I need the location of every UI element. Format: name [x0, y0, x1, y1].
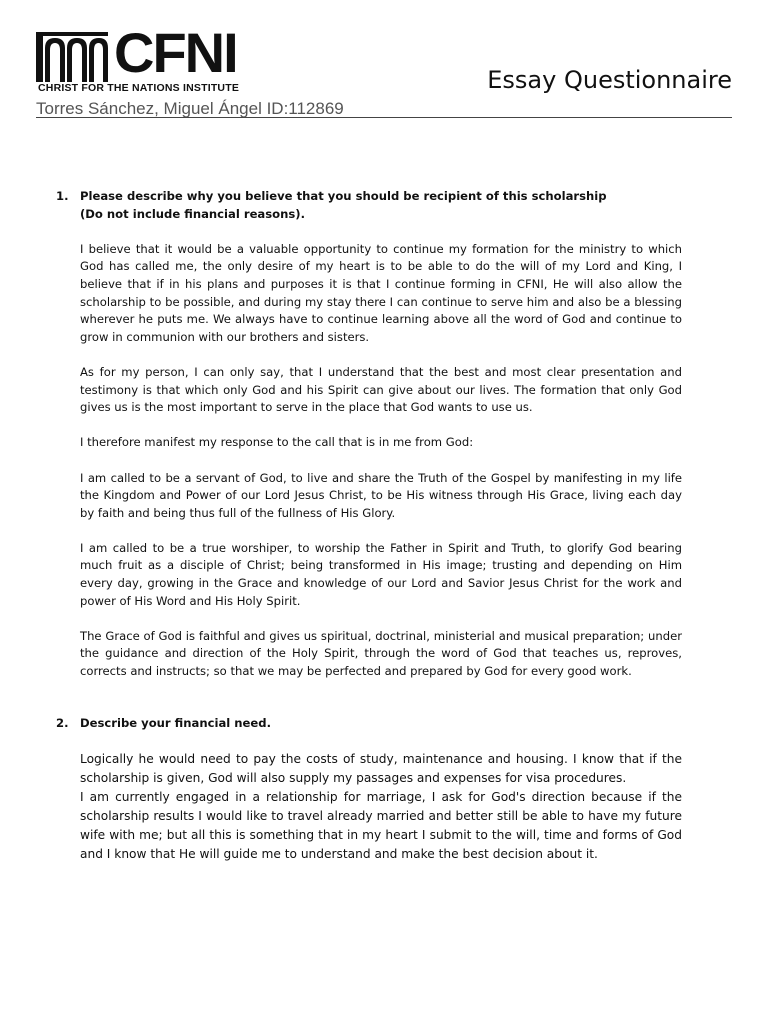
answer-paragraph: Logically he would need to pay the costs of study, maintenance and housing. I know that if the scholarship is given, God will also supply my passages and expenses for visa procedures. [80, 751, 682, 785]
essay-content [56, 188, 682, 864]
cfni-logo [36, 21, 246, 94]
answer-paragraph: The Grace of God is faithful and gives us spiritual, doctrinal, ministerial and musical preparation; under the guidance and direction of the Holy Spirit, through the word of God that teaches us, reproves, corrects and instructs; so that we may be perfected and prepared by God for every good work. [80, 628, 682, 679]
document-title: Essay Questionnaire [487, 66, 732, 94]
answer-1 [80, 241, 682, 681]
question-number: 1. [56, 189, 69, 203]
answer-paragraph: As for my person, I can only say, that I understand that the best and most clear presentation and testimony is that which only God and his Spirit can give about our lives. The formation that only God gives us is the most important to serve in the place that God wants to use us. [80, 364, 682, 415]
header-divider [36, 117, 732, 118]
answer-paragraph: I am called to be a true worshiper, to worship the Father in Spirit and Truth, to glorify God bearing much fruit as a disciple of Christ; being transformed in His image; trusting and depending on Him every day, growing in the Grace and knowledge of our Lord and Savior Jesus Christ for the work and power of His Word and His Holy Spirit. [80, 540, 682, 608]
answer-paragraph: I believe that it would be a valuable opportunity to continue my formation for the ministry to which God has called me, the only desire of my heart is to be able to do the will of my Lord and King, I believe that if in his plans and purposes it is that I continue forming in CFNI, He will also allow the scholarship to be possible, and during my stay there I can continue to serve him and also be a blessing wherever he puts me. We always have to continue learning above all the word of God and continue to grow in communion with our brothers and sisters. [80, 241, 682, 344]
answer-paragraph: I am currently engaged in a relationship for marriage, I ask for God's direction because if the scholarship results I would like to travel already married and better still be able to have my future wife with me; but all this is something that in my heart I submit to the will, time and forms of God and I know that He will guide me to understand and make the best decision about it. [80, 789, 682, 861]
answer-paragraph: I am called to be a servant of God, to live and share the Truth of the Gospel by manifesting in my life the Kingdom and Power of our Lord Jesus Christ, to be His witness through His Grace, living each day by faith and being thus full of the fullness of His Glory. [80, 470, 682, 520]
question-number: 2. [56, 715, 69, 730]
logo-wordmark: CFNI [114, 21, 237, 84]
student-name-id: Torres Sánchez, Miguel Ángel ID:112869 [36, 99, 344, 118]
question-1 [56, 188, 682, 223]
answer-2 [80, 750, 682, 864]
question-prompt: Please describe why you believe that you should be recipient of this scholarship [80, 189, 607, 203]
question-2 [56, 715, 682, 733]
logo-tagline: CHRIST FOR THE NATIONS INSTITUTE [38, 82, 240, 94]
logo-arches-icon [36, 32, 108, 82]
question-prompt: Describe your financial need. [80, 715, 271, 730]
question-prompt-note: (Do not include financial reasons). [80, 206, 305, 221]
answer-paragraph: I therefore manifest my response to the call that is in me from God: [80, 435, 474, 450]
